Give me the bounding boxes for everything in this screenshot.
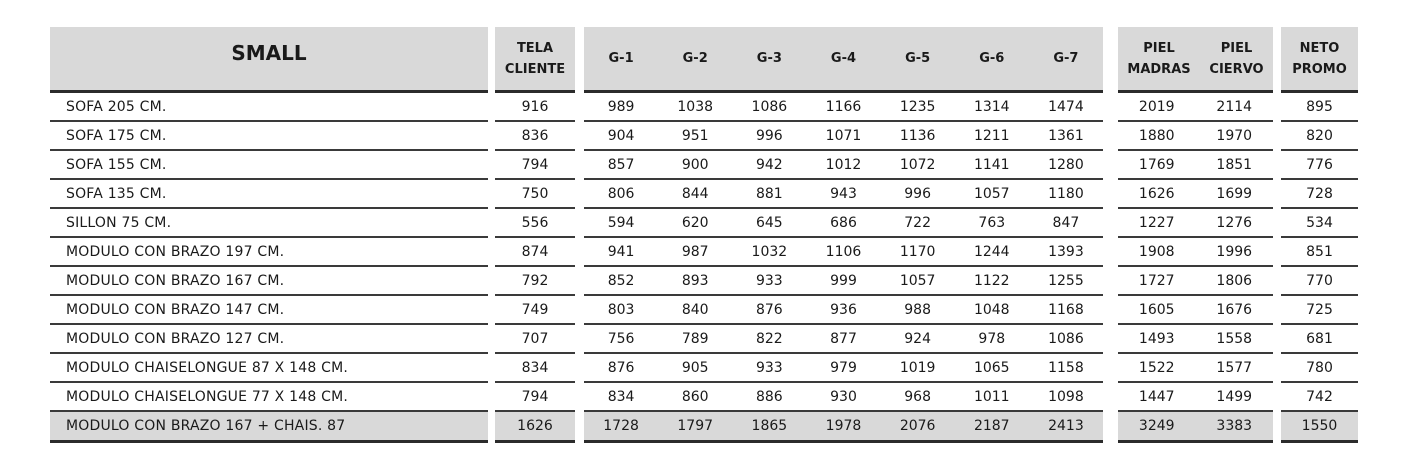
table-row — [1281, 383, 1358, 412]
table-row — [50, 93, 488, 122]
table-row — [1118, 296, 1273, 325]
piel-value: 1727 — [1138, 272, 1175, 289]
table-row — [50, 267, 488, 296]
grade-value: 1106 — [825, 243, 862, 260]
piel-ciervo-header: PIEL CIERVO — [1209, 40, 1264, 77]
tela-rows — [495, 93, 575, 443]
table-row — [584, 325, 1103, 354]
grade-value: 886 — [755, 388, 783, 405]
neto-value: 1550 — [1301, 418, 1338, 434]
tela-value: 749 — [521, 301, 549, 318]
table-row — [1118, 325, 1273, 354]
table-row — [1118, 151, 1273, 180]
grade-value: 1086 — [1048, 330, 1084, 347]
grade-value: 1057 — [899, 272, 936, 289]
grade-value: 594 — [607, 214, 635, 231]
grade-value: 987 — [681, 243, 709, 260]
table-row — [1118, 412, 1273, 443]
grade-header-4: G-4 — [830, 51, 857, 66]
table-row — [584, 354, 1103, 383]
grade-value: 1158 — [1048, 359, 1084, 376]
grade-value: 1141 — [973, 156, 1010, 173]
row-label: MODULO CON BRAZO 147 CM. — [66, 301, 285, 318]
table-row — [495, 238, 575, 267]
grade-value: 1797 — [677, 418, 714, 434]
table-row — [50, 325, 488, 354]
table-row — [50, 209, 488, 238]
grade-value: 620 — [681, 214, 709, 231]
grade-value: 1057 — [973, 185, 1010, 202]
table-row — [495, 296, 575, 325]
table-row — [50, 383, 488, 412]
row-label: MODULO CON BRAZO 167 CM. — [66, 272, 285, 289]
tela-value: 794 — [521, 156, 549, 173]
grade-value: 840 — [681, 301, 709, 318]
grade-value: 1211 — [973, 127, 1010, 144]
grade-value: 924 — [904, 330, 931, 347]
grade-value: 1235 — [899, 98, 936, 115]
table-row — [584, 209, 1103, 238]
grade-value: 877 — [830, 330, 857, 347]
piel-value: 1970 — [1216, 127, 1253, 144]
grade-header-3: G-3 — [756, 51, 782, 66]
grade-value: 1255 — [1048, 272, 1084, 289]
tela-value: 794 — [521, 388, 549, 405]
grade-value: 933 — [755, 272, 783, 289]
title-header — [50, 27, 488, 93]
grade-value: 1314 — [973, 98, 1010, 115]
grade-value: 1048 — [973, 301, 1010, 318]
neto-value: 728 — [1306, 185, 1333, 202]
piel-header — [1118, 27, 1273, 93]
table-row — [1281, 296, 1358, 325]
grade-value: 1072 — [899, 156, 936, 173]
grade-value: 1011 — [973, 388, 1010, 405]
grade-value: 1019 — [899, 359, 936, 376]
grade-value: 1071 — [825, 127, 862, 144]
row-label: MODULO CON BRAZO 127 CM. — [66, 330, 285, 347]
table-row — [584, 180, 1103, 209]
table-row — [1118, 180, 1273, 209]
grade-value: 1180 — [1048, 185, 1084, 202]
table-row — [495, 151, 575, 180]
tela-value: 874 — [521, 243, 549, 260]
grade-value: 847 — [1052, 214, 1080, 231]
grade-value: 1166 — [825, 98, 862, 115]
grade-value: 996 — [904, 185, 931, 202]
neto-value: 776 — [1306, 156, 1333, 173]
table-row — [1118, 354, 1273, 383]
grade-value: 789 — [681, 330, 709, 347]
grade-header-2: G-2 — [682, 51, 708, 66]
table-row — [495, 267, 575, 296]
tela-value: 750 — [521, 185, 549, 202]
table-row — [50, 412, 488, 443]
table-row — [1281, 325, 1358, 354]
grade-value: 988 — [904, 301, 931, 318]
grade-value: 645 — [755, 214, 783, 231]
grade-value: 1728 — [603, 418, 639, 434]
table-row — [584, 267, 1103, 296]
table-row — [1281, 209, 1358, 238]
piel-value: 1996 — [1216, 243, 1253, 260]
row-label: MODULO CON BRAZO 197 CM. — [66, 243, 285, 260]
neto-value: 851 — [1306, 243, 1333, 260]
grade-value: 2187 — [973, 418, 1010, 434]
neto-value: 780 — [1306, 359, 1333, 376]
grade-value: 1978 — [825, 418, 862, 434]
tela-value: 916 — [521, 98, 549, 115]
grade-value: 876 — [607, 359, 635, 376]
grade-value: 881 — [755, 185, 783, 202]
tela-value: 1626 — [517, 418, 553, 434]
grade-header-6: G-6 — [979, 51, 1005, 66]
piel-value: 1276 — [1216, 214, 1253, 231]
grade-value: 999 — [830, 272, 857, 289]
grade-value: 1065 — [973, 359, 1010, 376]
piel-value: 1227 — [1138, 214, 1175, 231]
piel-value: 1676 — [1216, 301, 1253, 318]
table-row — [50, 122, 488, 151]
grade-value: 1086 — [751, 98, 788, 115]
name-column — [50, 27, 488, 443]
table-row — [495, 122, 575, 151]
piel-rows — [1118, 93, 1273, 443]
table-row — [1281, 238, 1358, 267]
table-row — [1118, 122, 1273, 151]
grade-value: 941 — [607, 243, 635, 260]
tela-value: 836 — [521, 127, 549, 144]
table-title: SMALL — [231, 40, 307, 65]
piel-value: 1522 — [1138, 359, 1175, 376]
grade-value: 978 — [978, 330, 1006, 347]
neto-value: 820 — [1306, 127, 1333, 144]
piel-value: 3249 — [1138, 418, 1175, 434]
table-row — [1118, 267, 1273, 296]
table-row — [1118, 93, 1273, 122]
grade-value: 686 — [830, 214, 857, 231]
piel-value: 1493 — [1138, 330, 1175, 347]
grade-value: 900 — [681, 156, 709, 173]
piel-madras-header: PIEL MADRAS — [1127, 40, 1191, 77]
neto-column — [1281, 27, 1358, 443]
grade-value: 852 — [607, 272, 635, 289]
table-row — [495, 93, 575, 122]
grades-rows — [584, 93, 1103, 443]
grade-value: 1170 — [899, 243, 936, 260]
table-row — [50, 238, 488, 267]
piel-value: 1851 — [1216, 156, 1253, 173]
grade-value: 979 — [830, 359, 857, 376]
piel-value: 2114 — [1216, 98, 1253, 115]
grades-column-group — [584, 27, 1103, 443]
grade-value: 844 — [681, 185, 709, 202]
table-row — [50, 151, 488, 180]
grade-value: 1122 — [973, 272, 1010, 289]
grade-value: 857 — [607, 156, 635, 173]
table-row — [1281, 122, 1358, 151]
grade-value: 989 — [607, 98, 635, 115]
neto-value: 770 — [1306, 272, 1333, 289]
grade-value: 1280 — [1048, 156, 1084, 173]
neto-value: 742 — [1306, 388, 1333, 405]
grade-value: 2413 — [1048, 418, 1084, 434]
row-label: SOFA 205 CM. — [66, 98, 167, 115]
tela-value: 792 — [521, 272, 549, 289]
neto-header-label: NETO PROMO — [1292, 40, 1347, 77]
table-row — [1281, 354, 1358, 383]
table-row — [1118, 383, 1273, 412]
piel-value: 3383 — [1216, 418, 1253, 434]
neto-value: 681 — [1306, 330, 1333, 347]
grade-value: 722 — [904, 214, 931, 231]
grade-value: 1168 — [1048, 301, 1084, 318]
table-row — [584, 412, 1103, 443]
grade-value: 951 — [681, 127, 709, 144]
piel-value: 1447 — [1138, 388, 1175, 405]
grades-header — [584, 27, 1103, 93]
grade-value: 1136 — [899, 127, 936, 144]
piel-value: 1908 — [1138, 243, 1175, 260]
table-row — [50, 296, 488, 325]
piel-value: 1626 — [1138, 185, 1175, 202]
table-row — [1281, 180, 1358, 209]
table-row — [495, 180, 575, 209]
tela-column — [495, 27, 575, 443]
piel-value: 1699 — [1216, 185, 1253, 202]
piel-value: 1558 — [1216, 330, 1253, 347]
piel-value: 1806 — [1216, 272, 1253, 289]
grade-value: 1038 — [677, 98, 714, 115]
grade-value: 763 — [978, 214, 1006, 231]
grade-value: 942 — [755, 156, 783, 173]
grade-value: 1098 — [1048, 388, 1084, 405]
grade-value: 933 — [755, 359, 783, 376]
piel-value: 1605 — [1138, 301, 1175, 318]
tela-value: 707 — [521, 330, 549, 347]
neto-header — [1281, 27, 1358, 93]
grade-value: 1865 — [751, 418, 788, 434]
table-row — [50, 354, 488, 383]
grade-value: 1244 — [973, 243, 1010, 260]
grade-value: 803 — [607, 301, 635, 318]
piel-value: 1577 — [1216, 359, 1253, 376]
grade-value: 1361 — [1048, 127, 1084, 144]
row-label: SILLON 75 CM. — [66, 214, 172, 231]
row-label: MODULO CHAISELONGUE 77 X 148 CM. — [66, 388, 349, 405]
piel-value: 1769 — [1138, 156, 1175, 173]
table-row — [495, 209, 575, 238]
table-row — [584, 296, 1103, 325]
neto-value: 534 — [1306, 214, 1333, 231]
grade-value: 806 — [607, 185, 635, 202]
grade-value: 893 — [681, 272, 709, 289]
grade-value: 996 — [755, 127, 783, 144]
grade-value: 822 — [755, 330, 783, 347]
table-row — [584, 93, 1103, 122]
table-row — [495, 354, 575, 383]
grade-header-7: G-7 — [1053, 51, 1079, 66]
table-row — [584, 122, 1103, 151]
grade-header-5: G-5 — [905, 51, 931, 66]
row-label: SOFA 175 CM. — [66, 127, 167, 144]
table-row — [584, 383, 1103, 412]
name-rows — [50, 93, 488, 443]
table-row — [495, 383, 575, 412]
grade-header-1: G-1 — [608, 51, 634, 66]
grade-value: 968 — [904, 388, 931, 405]
table-row — [584, 151, 1103, 180]
table-row — [1281, 412, 1358, 443]
row-label: SOFA 135 CM. — [66, 185, 167, 202]
table-row — [1281, 267, 1358, 296]
grade-value: 834 — [607, 388, 635, 405]
neto-value: 725 — [1306, 301, 1333, 318]
tela-header — [495, 27, 575, 93]
table-row — [1281, 93, 1358, 122]
neto-rows — [1281, 93, 1358, 443]
grade-value: 943 — [830, 185, 857, 202]
grade-value: 904 — [607, 127, 635, 144]
piel-value: 2019 — [1138, 98, 1175, 115]
neto-value: 895 — [1306, 98, 1333, 115]
grade-value: 1393 — [1048, 243, 1084, 260]
grade-value: 2076 — [899, 418, 936, 434]
piel-value: 1499 — [1216, 388, 1253, 405]
grade-value: 936 — [830, 301, 857, 318]
table-row — [1118, 209, 1273, 238]
tela-header-label: TELA CLIENTE — [504, 40, 566, 77]
piel-value: 1880 — [1138, 127, 1175, 144]
grade-value: 1012 — [825, 156, 862, 173]
row-label: SOFA 155 CM. — [66, 156, 167, 173]
grade-value: 756 — [607, 330, 635, 347]
piel-column-group — [1118, 27, 1273, 443]
table-row — [50, 180, 488, 209]
table-row — [584, 238, 1103, 267]
tela-value: 834 — [521, 359, 549, 376]
grade-value: 905 — [681, 359, 709, 376]
table-row — [1118, 238, 1273, 267]
grade-value: 1032 — [751, 243, 788, 260]
row-label: MODULO CHAISELONGUE 87 X 148 CM. — [66, 359, 349, 376]
table-row — [1281, 151, 1358, 180]
row-label: MODULO CON BRAZO 167 + CHAIS. 87 — [66, 418, 346, 434]
grade-value: 860 — [681, 388, 709, 405]
tela-value: 556 — [521, 214, 549, 231]
grade-value: 930 — [830, 388, 857, 405]
grade-value: 876 — [755, 301, 783, 318]
table-row — [495, 412, 575, 443]
grade-value: 1474 — [1048, 98, 1084, 115]
table-row — [495, 325, 575, 354]
